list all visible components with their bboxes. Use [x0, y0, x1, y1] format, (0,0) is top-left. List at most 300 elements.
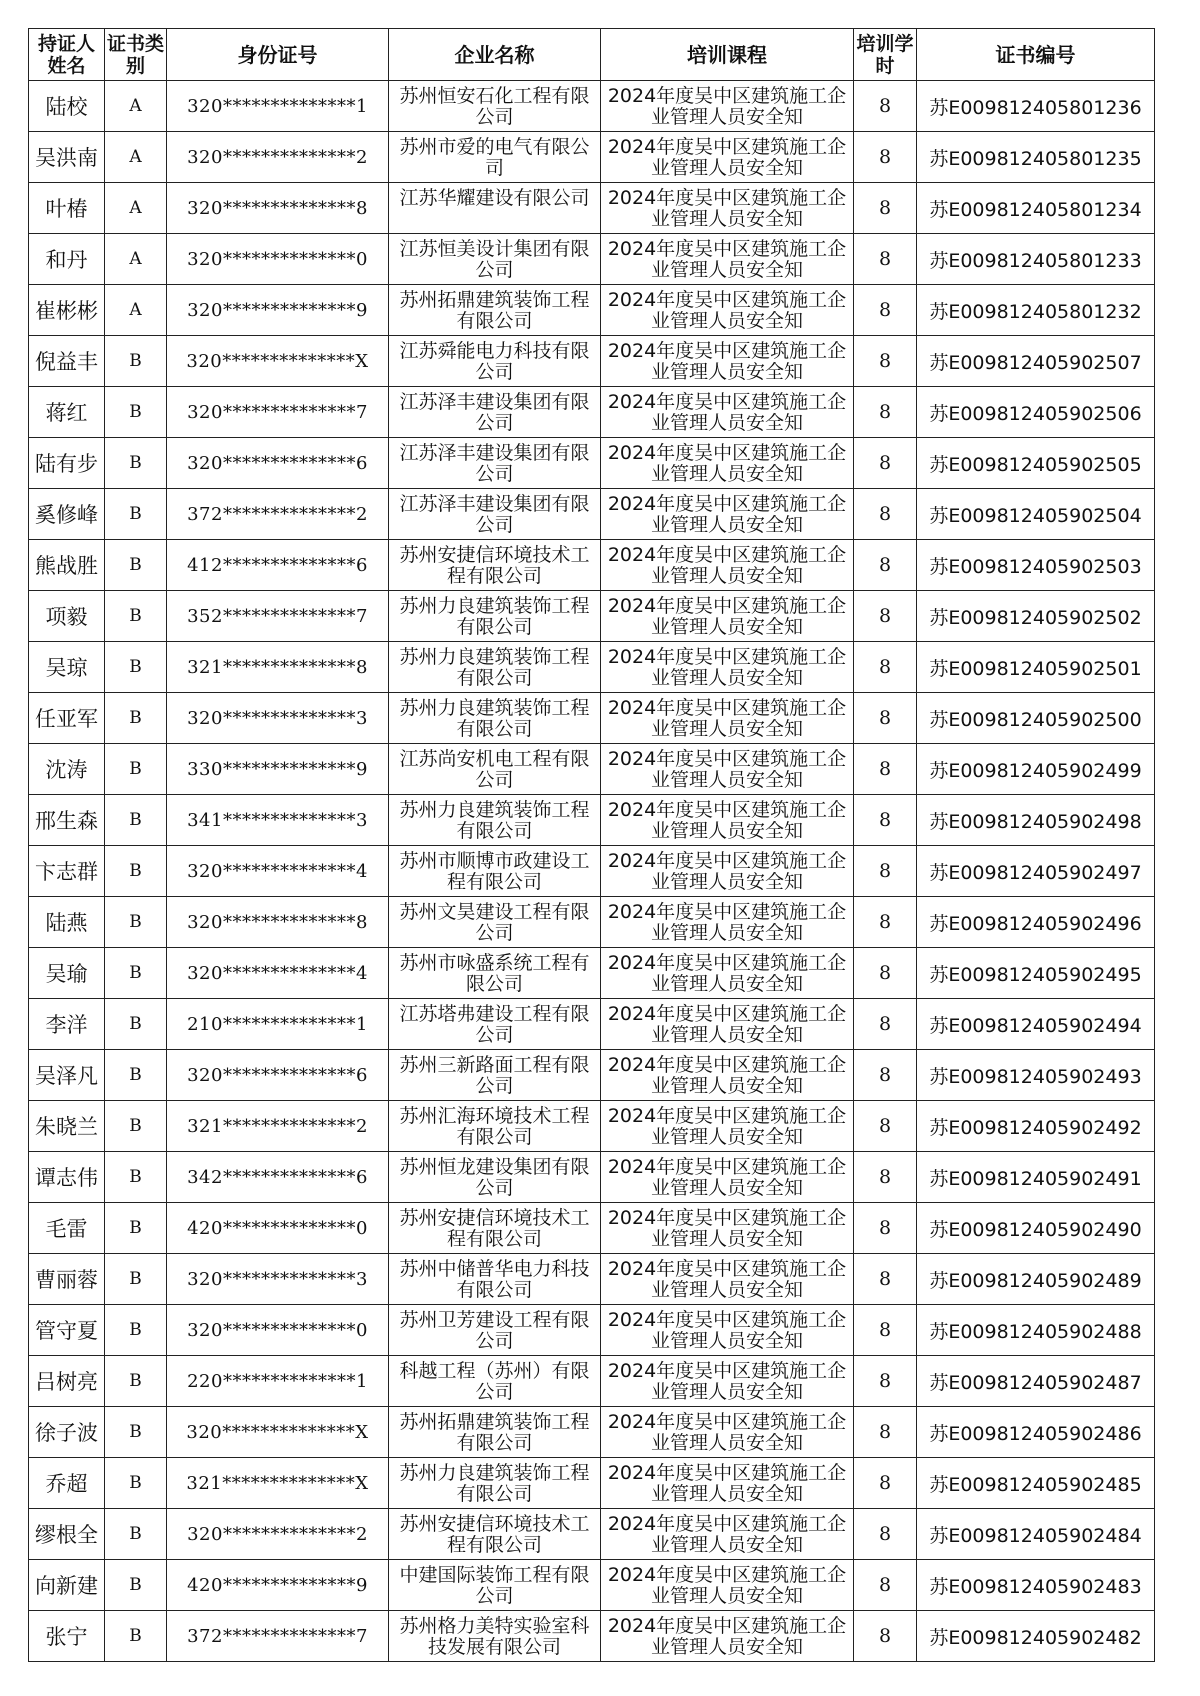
cell-company [389, 1611, 601, 1662]
table-row [29, 846, 1155, 897]
cell-hours: 8 [854, 1050, 917, 1101]
cell-hours: 8 [854, 1254, 917, 1305]
cell-course-text: 2024年度吴中区建筑施工企业管理人员安全知 [607, 237, 847, 281]
cell-course [601, 285, 854, 336]
table-row [29, 795, 1155, 846]
cell-category: B [105, 438, 167, 489]
cell-id-number: 320**************6 [167, 1050, 389, 1101]
cell-name: 叶椿 [29, 183, 105, 234]
cell-course [601, 1356, 854, 1407]
cell-company-text: 苏州拓鼎建筑装饰工程有限公司 [399, 1410, 590, 1454]
cell-course-text: 2024年度吴中区建筑施工企业管理人员安全知 [607, 339, 847, 383]
cell-cert-no: 苏E009812405902490 [917, 1203, 1155, 1254]
cell-category: A [105, 132, 167, 183]
cell-company [389, 285, 601, 336]
cell-course-text: 2024年度吴中区建筑施工企业管理人员安全知 [607, 696, 847, 740]
cell-course [601, 1254, 854, 1305]
cell-name: 曹丽蓉 [29, 1254, 105, 1305]
cell-name: 奚修峰 [29, 489, 105, 540]
cell-name: 吕树亮 [29, 1356, 105, 1407]
cell-id-number: 372**************2 [167, 489, 389, 540]
cell-name: 吴琼 [29, 642, 105, 693]
table-row [29, 1356, 1155, 1407]
cell-category: A [105, 81, 167, 132]
cell-id-number: 320**************X [167, 336, 389, 387]
cell-cert-no: 苏E009812405902502 [917, 591, 1155, 642]
cell-course [601, 489, 854, 540]
cell-cert-no: 苏E009812405902485 [917, 1458, 1155, 1509]
cell-cert-no: 苏E009812405902484 [917, 1509, 1155, 1560]
cell-category: B [105, 1458, 167, 1509]
cell-company-text: 苏州力良建筑装饰工程有限公司 [399, 1461, 590, 1505]
cell-category: B [105, 744, 167, 795]
cell-course-text: 2024年度吴中区建筑施工企业管理人员安全知 [607, 1563, 847, 1607]
cell-company-text: 苏州安捷信环境技术工程有限公司 [399, 1512, 590, 1556]
cell-category: B [105, 1152, 167, 1203]
cell-category: B [105, 1203, 167, 1254]
cell-name: 向新建 [29, 1560, 105, 1611]
cell-company [389, 1407, 601, 1458]
cell-cert-no: 苏E009812405902501 [917, 642, 1155, 693]
table-row [29, 1305, 1155, 1356]
cell-cert-no: 苏E009812405902486 [917, 1407, 1155, 1458]
cell-cert-no: 苏E009812405902491 [917, 1152, 1155, 1203]
cell-name: 任亚军 [29, 693, 105, 744]
header-course: 培训课程 [601, 29, 854, 81]
table-row [29, 897, 1155, 948]
cell-course-text: 2024年度吴中区建筑施工企业管理人员安全知 [607, 1155, 847, 1199]
cell-category: B [105, 1101, 167, 1152]
cell-company [389, 897, 601, 948]
cell-course [601, 1152, 854, 1203]
cell-name: 张宁 [29, 1611, 105, 1662]
cell-course-text: 2024年度吴中区建筑施工企业管理人员安全知 [607, 135, 847, 179]
cell-hours: 8 [854, 897, 917, 948]
cell-category: B [105, 795, 167, 846]
cell-company-text: 苏州拓鼎建筑装饰工程有限公司 [399, 288, 590, 332]
cell-cert-no: 苏E009812405801234 [917, 183, 1155, 234]
cell-name: 乔超 [29, 1458, 105, 1509]
cell-course-text: 2024年度吴中区建筑施工企业管理人员安全知 [607, 1257, 847, 1301]
cell-cert-no: 苏E009812405801233 [917, 234, 1155, 285]
cell-cert-no: 苏E009812405902493 [917, 1050, 1155, 1101]
cell-id-number: 330**************9 [167, 744, 389, 795]
cell-course [601, 1101, 854, 1152]
cell-company [389, 948, 601, 999]
cell-name: 倪益丰 [29, 336, 105, 387]
cell-cert-no: 苏E009812405902494 [917, 999, 1155, 1050]
cell-id-number: 420**************9 [167, 1560, 389, 1611]
cell-id-number: 352**************7 [167, 591, 389, 642]
table-row [29, 387, 1155, 438]
cell-course [601, 1509, 854, 1560]
cell-company-text: 苏州安捷信环境技术工程有限公司 [399, 543, 590, 587]
cell-course [601, 1611, 854, 1662]
header-name: 持证人姓名 [29, 29, 105, 81]
cell-course-text: 2024年度吴中区建筑施工企业管理人员安全知 [607, 1002, 847, 1046]
cell-company [389, 846, 601, 897]
cell-course [601, 540, 854, 591]
table-row [29, 1509, 1155, 1560]
cell-category: B [105, 897, 167, 948]
cell-course [601, 591, 854, 642]
cell-course-text: 2024年度吴中区建筑施工企业管理人员安全知 [607, 288, 847, 332]
cell-id-number: 341**************3 [167, 795, 389, 846]
cell-course [601, 1050, 854, 1101]
cell-course-text: 2024年度吴中区建筑施工企业管理人员安全知 [607, 1512, 847, 1556]
cell-company-text: 江苏恒美设计集团有限公司 [399, 237, 590, 281]
cell-company [389, 438, 601, 489]
cell-course-text: 2024年度吴中区建筑施工企业管理人员安全知 [607, 900, 847, 944]
cell-company [389, 1458, 601, 1509]
cell-id-number: 321**************2 [167, 1101, 389, 1152]
cell-company [389, 1152, 601, 1203]
cell-course [601, 1458, 854, 1509]
cell-name: 朱晓兰 [29, 1101, 105, 1152]
certificate-table [28, 28, 1155, 1662]
table-row [29, 438, 1155, 489]
cell-name: 吴泽凡 [29, 1050, 105, 1101]
cell-category: B [105, 1611, 167, 1662]
cell-company-text: 科越工程（苏州）有限公司 [399, 1359, 590, 1403]
cell-course-text: 2024年度吴中区建筑施工企业管理人员安全知 [607, 186, 847, 230]
cell-id-number: 321**************8 [167, 642, 389, 693]
cell-cert-no: 苏E009812405801235 [917, 132, 1155, 183]
cell-cert-no: 苏E009812405801236 [917, 81, 1155, 132]
cell-hours: 8 [854, 438, 917, 489]
cell-company [389, 387, 601, 438]
cell-id-number: 321**************X [167, 1458, 389, 1509]
cell-hours: 8 [854, 846, 917, 897]
table-row [29, 1560, 1155, 1611]
cell-company [389, 591, 601, 642]
table-row [29, 948, 1155, 999]
cell-course-text: 2024年度吴中区建筑施工企业管理人员安全知 [607, 594, 847, 638]
cell-company [389, 132, 601, 183]
cell-category: B [105, 948, 167, 999]
table-row [29, 285, 1155, 336]
cell-course [601, 693, 854, 744]
cell-category: B [105, 591, 167, 642]
cell-category: B [105, 1356, 167, 1407]
cell-company [389, 1356, 601, 1407]
cell-company-text: 江苏塔弗建设工程有限公司 [399, 1002, 590, 1046]
cell-course [601, 1203, 854, 1254]
cell-name: 陆燕 [29, 897, 105, 948]
cell-company [389, 693, 601, 744]
cell-category: B [105, 336, 167, 387]
cell-cert-no: 苏E009812405902492 [917, 1101, 1155, 1152]
cell-hours: 8 [854, 1458, 917, 1509]
table-row [29, 642, 1155, 693]
cell-cert-no: 苏E009812405902495 [917, 948, 1155, 999]
cell-category: B [105, 1254, 167, 1305]
cell-course [601, 387, 854, 438]
cell-cert-no: 苏E009812405902505 [917, 438, 1155, 489]
cell-course-text: 2024年度吴中区建筑施工企业管理人员安全知 [607, 84, 847, 128]
cell-category: B [105, 846, 167, 897]
cell-company [389, 183, 601, 234]
cell-course-text: 2024年度吴中区建筑施工企业管理人员安全知 [607, 1461, 847, 1505]
cell-company [389, 744, 601, 795]
cell-category: B [105, 489, 167, 540]
cell-course [601, 1560, 854, 1611]
cell-hours: 8 [854, 693, 917, 744]
cell-course-text: 2024年度吴中区建筑施工企业管理人员安全知 [607, 798, 847, 842]
table-row [29, 540, 1155, 591]
cell-name: 管守夏 [29, 1305, 105, 1356]
cell-course-text: 2024年度吴中区建筑施工企业管理人员安全知 [607, 1359, 847, 1403]
cell-company-text: 苏州市咏盛系统工程有限公司 [399, 951, 590, 995]
cell-course-text: 2024年度吴中区建筑施工企业管理人员安全知 [607, 1410, 847, 1454]
cell-category: B [105, 1050, 167, 1101]
cell-course-text: 2024年度吴中区建筑施工企业管理人员安全知 [607, 951, 847, 995]
cell-hours: 8 [854, 1203, 917, 1254]
cell-company [389, 336, 601, 387]
cell-course-text: 2024年度吴中区建筑施工企业管理人员安全知 [607, 645, 847, 689]
cell-course-text: 2024年度吴中区建筑施工企业管理人员安全知 [607, 543, 847, 587]
cell-company-text: 苏州市顺博市政建设工程有限公司 [399, 849, 590, 893]
cell-category: B [105, 642, 167, 693]
cell-company-text: 江苏泽丰建设集团有限公司 [399, 390, 590, 434]
table-body [29, 81, 1155, 1662]
cell-name: 徐子波 [29, 1407, 105, 1458]
table-row [29, 489, 1155, 540]
cell-cert-no: 苏E009812405902488 [917, 1305, 1155, 1356]
cell-company [389, 1203, 601, 1254]
table-row [29, 1101, 1155, 1152]
cell-company-text: 江苏华耀建设有限公司 [399, 186, 590, 209]
cell-id-number: 320**************0 [167, 1305, 389, 1356]
cell-company [389, 540, 601, 591]
table-row [29, 132, 1155, 183]
cell-name: 李洋 [29, 999, 105, 1050]
cell-category: A [105, 285, 167, 336]
cell-hours: 8 [854, 336, 917, 387]
header-hours: 培训学时 [854, 29, 917, 81]
cell-cert-no: 苏E009812405902482 [917, 1611, 1155, 1662]
cell-company-text: 苏州中储普华电力科技有限公司 [399, 1257, 590, 1301]
table-row [29, 234, 1155, 285]
cell-name: 熊战胜 [29, 540, 105, 591]
cell-category: B [105, 1509, 167, 1560]
cell-category: B [105, 1407, 167, 1458]
table-row [29, 81, 1155, 132]
table-row [29, 591, 1155, 642]
cell-company [389, 1101, 601, 1152]
cell-company-text: 江苏泽丰建设集团有限公司 [399, 492, 590, 536]
cell-company-text: 江苏泽丰建设集团有限公司 [399, 441, 590, 485]
cell-cert-no: 苏E009812405902489 [917, 1254, 1155, 1305]
table-row [29, 744, 1155, 795]
cell-name: 吴瑜 [29, 948, 105, 999]
cell-company-text: 苏州力良建筑装饰工程有限公司 [399, 594, 590, 638]
cell-id-number: 320**************6 [167, 438, 389, 489]
cell-company-text: 中建国际装饰工程有限公司 [399, 1563, 590, 1607]
cell-name: 卞志群 [29, 846, 105, 897]
cell-category: A [105, 234, 167, 285]
cell-course-text: 2024年度吴中区建筑施工企业管理人员安全知 [607, 390, 847, 434]
cell-course [601, 897, 854, 948]
cell-hours: 8 [854, 1560, 917, 1611]
cell-cert-no: 苏E009812405801232 [917, 285, 1155, 336]
cell-course-text: 2024年度吴中区建筑施工企业管理人员安全知 [607, 1614, 847, 1658]
cell-id-number: 320**************1 [167, 81, 389, 132]
cell-cert-no: 苏E009812405902507 [917, 336, 1155, 387]
cell-course-text: 2024年度吴中区建筑施工企业管理人员安全知 [607, 1308, 847, 1352]
cell-category: B [105, 540, 167, 591]
cell-name: 邢生森 [29, 795, 105, 846]
cell-course-text: 2024年度吴中区建筑施工企业管理人员安全知 [607, 1104, 847, 1148]
cell-course [601, 336, 854, 387]
cell-id-number: 372**************7 [167, 1611, 389, 1662]
cell-id-number: 320**************0 [167, 234, 389, 285]
cell-course-text: 2024年度吴中区建筑施工企业管理人员安全知 [607, 1206, 847, 1250]
cell-cert-no: 苏E009812405902496 [917, 897, 1155, 948]
cell-id-number: 320**************3 [167, 693, 389, 744]
cell-id-number: 320**************7 [167, 387, 389, 438]
cell-id-number: 320**************8 [167, 183, 389, 234]
cell-hours: 8 [854, 285, 917, 336]
cell-company [389, 1509, 601, 1560]
cell-cert-no: 苏E009812405902487 [917, 1356, 1155, 1407]
cell-cert-no: 苏E009812405902497 [917, 846, 1155, 897]
cell-course [601, 999, 854, 1050]
table-row [29, 999, 1155, 1050]
cell-id-number: 320**************4 [167, 846, 389, 897]
cell-hours: 8 [854, 948, 917, 999]
cell-name: 沈涛 [29, 744, 105, 795]
cell-company [389, 234, 601, 285]
cell-course [601, 438, 854, 489]
cell-company-text: 苏州汇海环境技术工程有限公司 [399, 1104, 590, 1148]
cell-id-number: 320**************3 [167, 1254, 389, 1305]
cell-category: A [105, 183, 167, 234]
cell-name: 陆有步 [29, 438, 105, 489]
cell-hours: 8 [854, 1101, 917, 1152]
cell-id-number: 320**************2 [167, 132, 389, 183]
cell-hours: 8 [854, 1611, 917, 1662]
cell-id-number: 412**************6 [167, 540, 389, 591]
cell-company-text: 苏州三新路面工程有限公司 [399, 1053, 590, 1097]
cell-name: 毛雷 [29, 1203, 105, 1254]
certificate-sheet [28, 28, 1154, 1662]
cell-cert-no: 苏E009812405902506 [917, 387, 1155, 438]
table-row [29, 336, 1155, 387]
header-row [29, 29, 1155, 81]
cell-cert-no: 苏E009812405902499 [917, 744, 1155, 795]
header-category: 证书类别 [105, 29, 167, 81]
cell-course [601, 1407, 854, 1458]
cell-id-number: 420**************0 [167, 1203, 389, 1254]
cell-id-number: 210**************1 [167, 999, 389, 1050]
table-row [29, 1458, 1155, 1509]
table-row [29, 1254, 1155, 1305]
cell-category: B [105, 693, 167, 744]
cell-hours: 8 [854, 591, 917, 642]
cell-name: 崔彬彬 [29, 285, 105, 336]
cell-hours: 8 [854, 744, 917, 795]
cell-name: 项毅 [29, 591, 105, 642]
cell-company-text: 江苏尚安机电工程有限公司 [399, 747, 590, 791]
cell-name: 谭志伟 [29, 1152, 105, 1203]
cell-hours: 8 [854, 387, 917, 438]
cell-category: B [105, 1560, 167, 1611]
cell-company-text: 苏州力良建筑装饰工程有限公司 [399, 696, 590, 740]
table-row [29, 693, 1155, 744]
cell-hours: 8 [854, 132, 917, 183]
cell-hours: 8 [854, 1305, 917, 1356]
cell-category: B [105, 999, 167, 1050]
cell-name: 陆校 [29, 81, 105, 132]
cell-hours: 8 [854, 1356, 917, 1407]
cell-id-number: 342**************6 [167, 1152, 389, 1203]
cell-course-text: 2024年度吴中区建筑施工企业管理人员安全知 [607, 849, 847, 893]
cell-hours: 8 [854, 1152, 917, 1203]
table-row [29, 1407, 1155, 1458]
cell-company-text: 苏州力良建筑装饰工程有限公司 [399, 645, 590, 689]
cell-company-text: 苏州力良建筑装饰工程有限公司 [399, 798, 590, 842]
cell-hours: 8 [854, 540, 917, 591]
cell-course-text: 2024年度吴中区建筑施工企业管理人员安全知 [607, 1053, 847, 1097]
cell-course-text: 2024年度吴中区建筑施工企业管理人员安全知 [607, 747, 847, 791]
cell-category: B [105, 1305, 167, 1356]
cell-company [389, 795, 601, 846]
cell-hours: 8 [854, 999, 917, 1050]
cell-company [389, 489, 601, 540]
header-company: 企业名称 [389, 29, 601, 81]
cell-company-text: 苏州安捷信环境技术工程有限公司 [399, 1206, 590, 1250]
cell-course-text: 2024年度吴中区建筑施工企业管理人员安全知 [607, 441, 847, 485]
cell-course [601, 642, 854, 693]
cell-hours: 8 [854, 489, 917, 540]
cell-course [601, 132, 854, 183]
cell-id-number: 220**************1 [167, 1356, 389, 1407]
cell-course [601, 183, 854, 234]
cell-company-text: 苏州市爱的电气有限公司 [399, 135, 590, 179]
cell-id-number: 320**************8 [167, 897, 389, 948]
cell-hours: 8 [854, 795, 917, 846]
cell-company-text: 苏州格力美特实验室科技发展有限公司 [399, 1614, 590, 1658]
cell-company-text: 苏州恒安石化工程有限公司 [399, 84, 590, 128]
cell-cert-no: 苏E009812405902504 [917, 489, 1155, 540]
cell-name: 蒋红 [29, 387, 105, 438]
cell-name: 缪根全 [29, 1509, 105, 1560]
cell-company [389, 1305, 601, 1356]
cell-company [389, 1050, 601, 1101]
cell-company-text: 苏州恒龙建设集团有限公司 [399, 1155, 590, 1199]
header-id-number: 身份证号 [167, 29, 389, 81]
cell-cert-no: 苏E009812405902498 [917, 795, 1155, 846]
cell-cert-no: 苏E009812405902500 [917, 693, 1155, 744]
cell-company-text: 苏州文昊建设工程有限公司 [399, 900, 590, 944]
table-row [29, 1050, 1155, 1101]
cell-hours: 8 [854, 1407, 917, 1458]
cell-course [601, 795, 854, 846]
cell-course [601, 1305, 854, 1356]
cell-company-text: 江苏舜能电力科技有限公司 [399, 339, 590, 383]
table-row [29, 1611, 1155, 1662]
cell-company [389, 1254, 601, 1305]
table-row [29, 1152, 1155, 1203]
cell-cert-no: 苏E009812405902483 [917, 1560, 1155, 1611]
cell-cert-no: 苏E009812405902503 [917, 540, 1155, 591]
cell-course [601, 948, 854, 999]
cell-id-number: 320**************X [167, 1407, 389, 1458]
cell-category: B [105, 387, 167, 438]
table-row [29, 183, 1155, 234]
cell-company-text: 苏州卫芳建设工程有限公司 [399, 1308, 590, 1352]
